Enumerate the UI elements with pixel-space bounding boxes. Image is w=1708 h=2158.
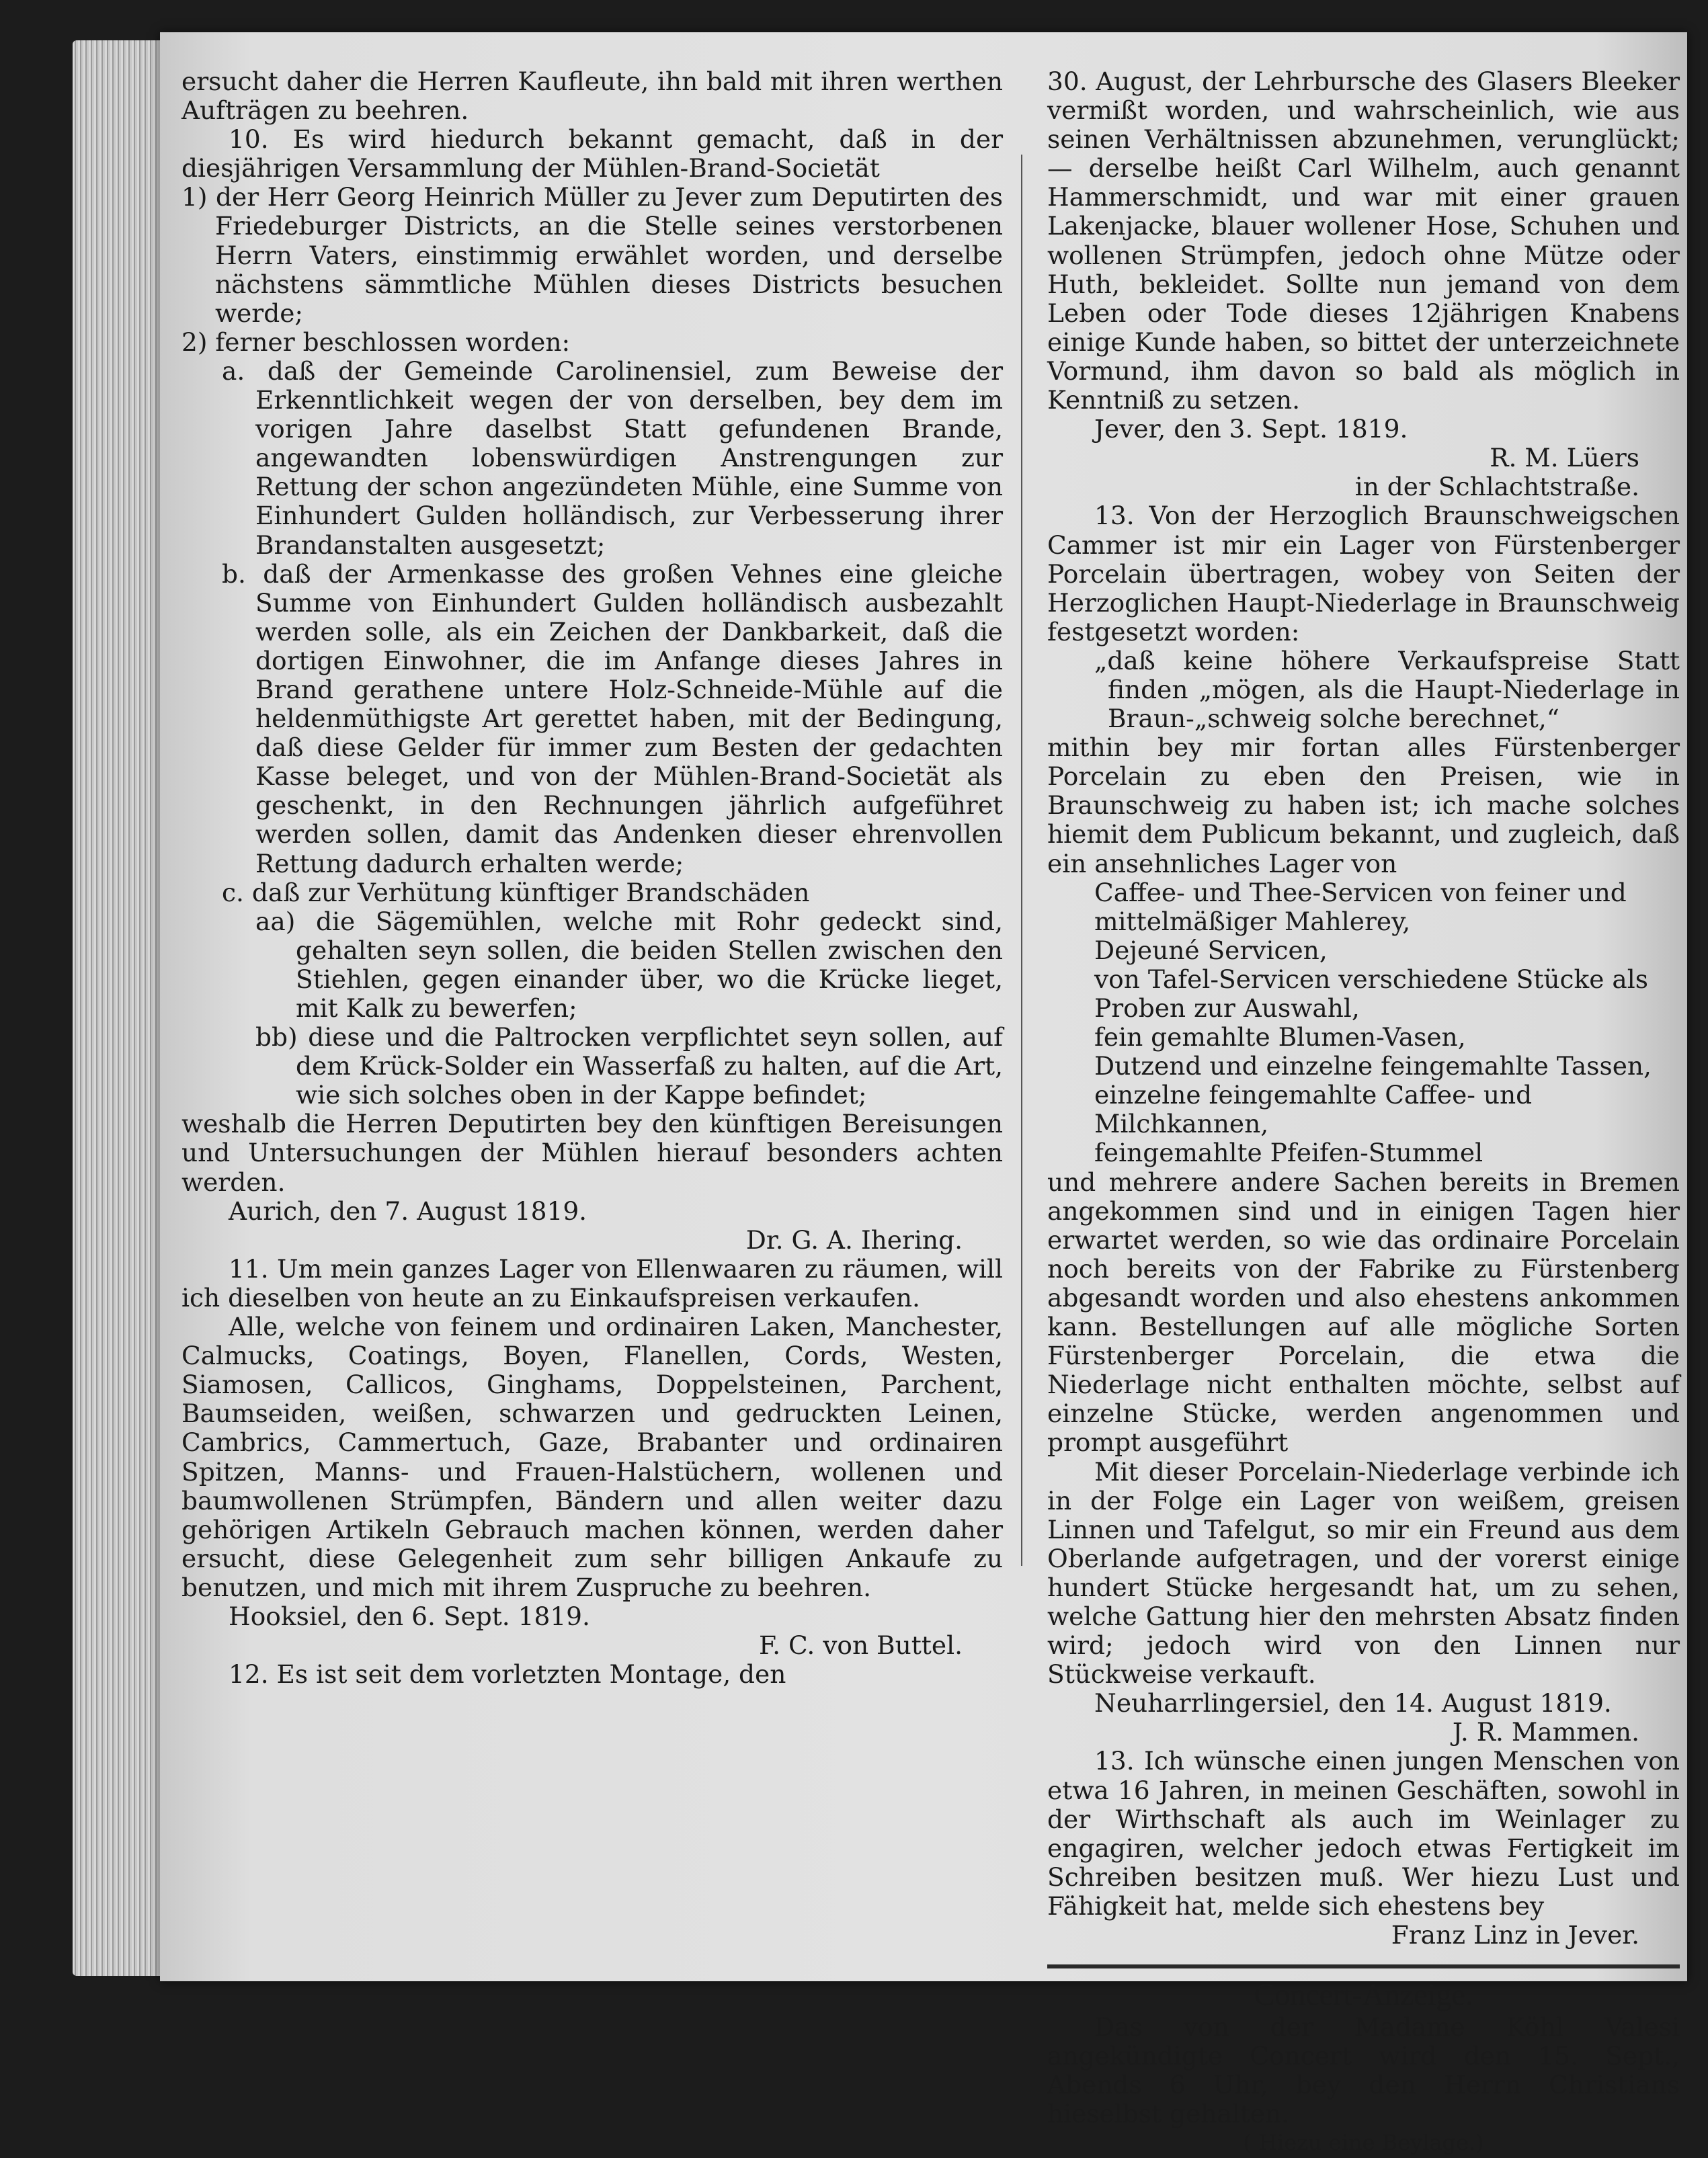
paragraph: Dr. G. A. Ihering.: [745, 1225, 963, 1255]
paragraph: 13. Ich wünsche einen jungen Menschen von etwa 16 Jahren, in meinen Geschäften, sowohl in der Wirthschaft als auch im Weinlager zu engagiren, welcher jedoch etwas Fertigkeit im Schreiben besitzen muß. Wer hiezu Lust und Fähigkeit hat, melde sich ehestens bey: [1047, 1746, 1680, 1921]
paragraph: feingemahlte Pfeifen-Stummel: [1094, 1138, 1483, 1168]
paragraph: 12. Es ist seit dem vorletzten Montage, den: [229, 1659, 786, 1690]
paragraph: in der Schlachtstraße.: [1354, 472, 1639, 502]
paragraph: 30. August, der Lehrbursche des Glasers Bleeker vermißt worden, und wahrscheinlich, wie aus seinen Verhältnissen abzunehmen, verunglückt; — derselbe heißt Carl Wilhelm, auch genannt Hammerschmidt, und war mit einer grauen Lakenjacke, blauer wollener Hose, Schuhen und wollenen Strümpfen, jedoch ohne Mütze oder Huth, bekleidet. Sollte nun jemand von dem Leben oder Tode dieses 12jährigen Knabens einige Kunde haben, so bittet der unterzeichnete Vormund, ihm davon so bald als möglich in Kenntniß zu setzen.: [1047, 67, 1680, 415]
right-text-column: [1047, 67, 1680, 2158]
paragraph: fein gemahlte Blumen-Vasen,: [1094, 1022, 1466, 1052]
right-column-entries: [1047, 67, 1680, 1950]
column-divider: [1021, 155, 1022, 1566]
concert-notice: Das von der Madame Köhl Valesi angekündigte Concert wird den 15. Sept., Abends 6 Uhr, bey den Herrn Christians hieselbst gehalten.: [1047, 2012, 1680, 2129]
paragraph: J. R. Mammen.: [1452, 1717, 1639, 1747]
paragraph: Jever, den 3. Sept. 1819.: [1094, 414, 1408, 444]
book-page-edges: [73, 40, 173, 1976]
paragraph: 10. Es wird hiedurch bekannt gemacht, daß in der diesjährigen Versammlung der Mühlen-Brand-Societät: [181, 124, 1003, 183]
paragraph: „daß keine höhere Verkaufspreise Statt finden „mögen, als die Haupt-Niederlage in Braun-„schweig solche berechnet,“: [1094, 645, 1680, 734]
paragraph: ersucht daher die Herren Kaufleute, ihn bald mit ihren werthen Aufträgen zu beehren.: [181, 67, 1003, 126]
supplement-note: ( Hiezu eine Beylage.): [1243, 2130, 1484, 2156]
paragraph: Caffee- und Thee-Servicen von feiner und mittelmäßiger Mahlerey,: [1094, 877, 1627, 936]
paragraph: und mehrere andere Sachen bereits in Bremen angekommen sind und in einigen Tagen hier erwartet werden, so wie das ordinaire Porcelain noch bereits von der Fabrike zu Fürstenberg abgesandt worden und also ehestens ankommen kann. Bestellungen auf alle mögliche Sorten Fürstenberger Porcelain, die etwa die Niederlage nicht enthalten möchte, selbst auf einzelne Stücke, werden angenommen und prompt ausgeführt: [1047, 1167, 1680, 1458]
paragraph: 11. Um mein ganzes Lager von Ellenwaaren zu räumen, will ich dieselben von heute an zu Einkaufspreisen verkaufen.: [181, 1253, 1003, 1313]
paragraph: a. daß der Gemeinde Carolinensiel, zum Beweise der Erkenntlichkeit wegen der von derselben, bey dem im vorigen Jahre daselbst Statt gefundenen Brande, angewandten lobenswürdigen Anstrengungen zur Rettung der schon angezündeten Mühle, eine Summe von Einhundert Gulden holländisch, zur Verbesserung ihrer Brandanstalten ausgesetzt;: [222, 356, 1003, 560]
paragraph: Hooksiel, den 6. Sept. 1819.: [229, 1601, 590, 1631]
left-text-column: [181, 67, 1003, 1689]
paragraph: 1) der Herr Georg Heinrich Müller zu Jever zum Deputirten des Friedeburger Districts, an die Stelle seines verstorbenen Herrn Vaters, einstimmig erwählet worden, und derselbe nächstens sämmtliche Mühlen dieses Districts besuchen werde;: [181, 182, 1003, 328]
paragraph: Aurich, den 7. August 1819.: [229, 1196, 587, 1226]
paragraph: mithin bey mir fortan alles Fürstenberger Porcelain zu eben den Preisen, wie in Braunschweig zu haben ist; ich mache solches hiemit dem Publicum bekannt, und zugleich, daß ein ansehnliches Lager von: [1047, 733, 1680, 878]
concert-heading: Concert-Anzeige.: [1254, 1977, 1473, 2012]
paragraph: weshalb die Herren Deputirten bey den künftigen Bereisungen und Untersuchungen der Mühlen hierauf besonders achten werden.: [181, 1109, 1003, 1197]
paragraph: Franz Linz in Jever.: [1391, 1920, 1639, 1950]
section-rule: [1047, 1964, 1680, 1968]
paragraph: c. daß zur Verhütung künftiger Brandschäden: [222, 877, 810, 907]
paragraph: von Tafel-Servicen verschiedene Stücke als Proben zur Auswahl,: [1094, 964, 1648, 1023]
paragraph: Mit dieser Porcelain-Niederlage verbinde ich in der Folge ein Lager von weißem, greisen Linnen und Tafelgut, so mir ein Freund aus dem Oberlande aufgetragen, und der vorerst einige hundert Stücke hergesandt hat, um zu sehen, welche Gattung hier den mehrsten Absatz finden wird; jedoch wird von den Linnen nur Stückweise verkauft.: [1047, 1456, 1680, 1690]
paragraph: bb) diese und die Paltrocken verpflichtet seyn sollen, auf dem Krück-Solder ein Wasserfaß zu halten, auf die Art, wie sich solches oben in der Kappe befindet;: [255, 1022, 1003, 1110]
paragraph: b. daß der Armenkasse des großen Vehnes eine gleiche Summe von Einhundert Gulden holländisch ausbezahlt werden solle, als ein Zeichen der Dankbarkeit, daß die dortigen Einwohner, die im Anfange dieses Jahres in Brand gerathene untere Holz-Schneide-Mühle auf die heldenmüthigste Art gerettet haben, mit der Bedingung, daß diese Gelder für immer zum Besten der gedachten Kasse beleget, und von der Mühlen-Brand-Societät als geschenkt, in den Rechnungen jährlich aufgeführet werden sollen, damit das Andenken dieser ehrenvollen Rettung dadurch erhalten werde;: [222, 558, 1003, 878]
paragraph: Alle, welche von feinem und ordinairen Laken, Manchester, Calmucks, Coatings, Boyen, Flanellen, Cords, Westen, Siamosen, Callicos, Ginghams, Doppelsteinen, Parchent, Baumseiden, weißen, schwarzen und gedruckten Leinen, Cambrics, Cammertuch, Gaze, Brabanter und ordinairen Spitzen, Manns- und Frauen-Halstüchern, wollenen und baumwollenen Strümpfen, Bändern und allen weiter dazu gehörigen Artikeln Gebrauch machen können, werden daher ersucht, diese Gelegenheit zum sehr billigen Ankaufe zu benutzen, und mich mit ihrem Zuspruche zu beehren.: [181, 1312, 1003, 1602]
paragraph: 2) ferner beschlossen worden:: [181, 327, 571, 357]
paragraph: 13. Von der Herzoglich Braunschweigschen Cammer ist mir ein Lager von Fürstenberger Porcelain übertragen, wobey von Seiten der Herzoglichen Haupt-Niederlage in Braunschweig festgesetzt worden:: [1047, 501, 1680, 647]
paragraph: einzelne feingemahlte Caffee- und Milchkannen,: [1094, 1080, 1533, 1139]
paragraph: Dutzend und einzelne feingemahlte Tassen,: [1094, 1051, 1652, 1081]
paragraph: aa) die Sägemühlen, welche mit Rohr gedeckt sind, gehalten seyn sollen, die beiden Stellen zwischen den Stiehlen, gegen einander über, wo die Krücke lieget, mit Kalk zu bewerfen;: [255, 906, 1003, 1023]
paragraph: F. C. von Buttel.: [758, 1630, 963, 1661]
paragraph: R. M. Lüers: [1490, 443, 1639, 473]
paragraph: Neuharrlingersiel, den 14. August 1819.: [1094, 1688, 1612, 1718]
paragraph: Dejeuné Servicen,: [1094, 935, 1328, 965]
